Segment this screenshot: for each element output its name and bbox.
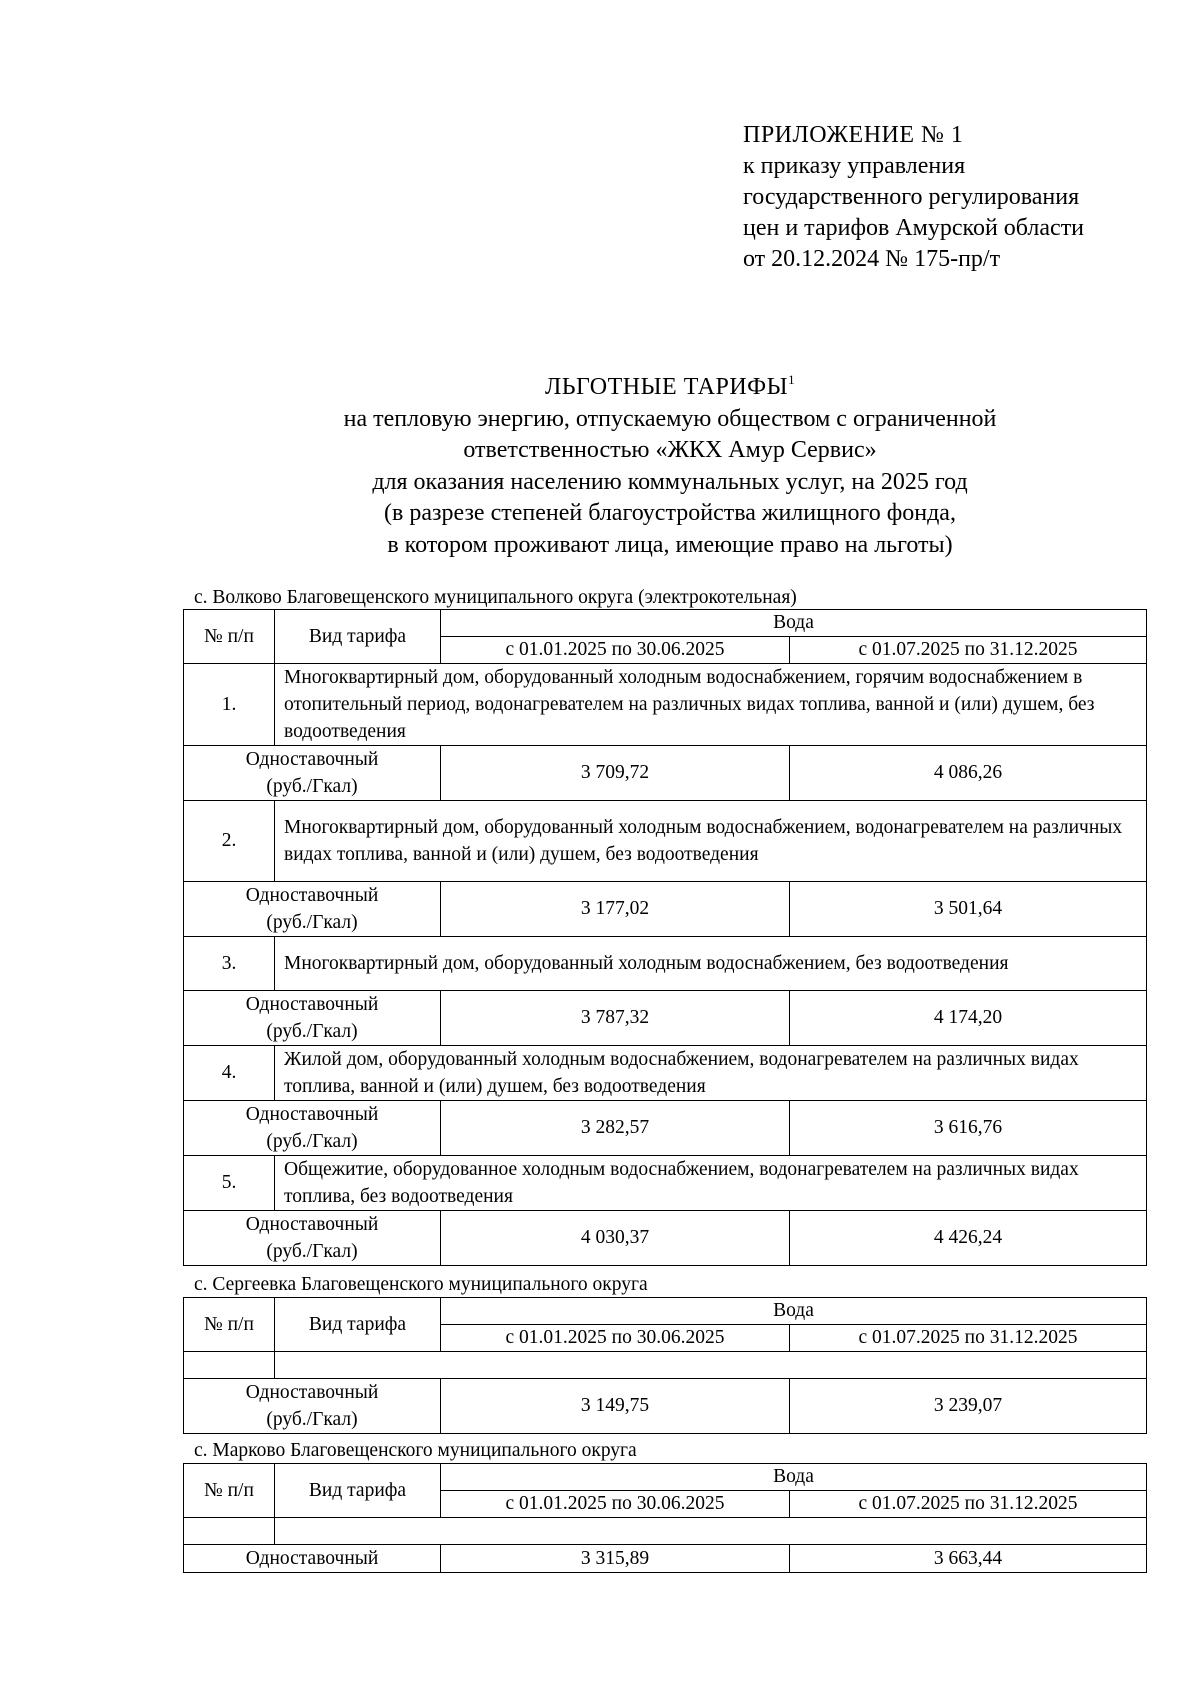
- header-period-1: с 01.01.2025 по 30.06.2025: [441, 637, 790, 664]
- tariff-label: Одноставочный (руб./Гкал): [184, 1379, 441, 1434]
- row-number: 4.: [184, 1046, 275, 1101]
- table-row: [184, 1211, 1147, 1266]
- header-kind: Вид тарифа: [275, 610, 441, 664]
- appendix-header: [743, 120, 1084, 275]
- tariff-value-period-2: 4 426,24: [790, 1211, 1147, 1266]
- tariff-value-period-1: 3 709,72: [441, 746, 790, 801]
- title-line: для оказания населению коммунальных услуг, на 2025 год: [372, 468, 968, 495]
- table-row: [184, 746, 1147, 801]
- tariff-value-period-1: 3 149,75: [441, 1379, 790, 1434]
- row-number: 5.: [184, 1156, 275, 1211]
- table-row-empty: [184, 1352, 1147, 1379]
- header-period-1: с 01.01.2025 по 30.06.2025: [441, 1491, 790, 1518]
- header-water: Вода: [441, 1298, 1147, 1325]
- tariff-value-period-1: 3 787,32: [441, 991, 790, 1046]
- appendix-line: к приказу управления: [743, 153, 966, 179]
- row-number: 1.: [184, 664, 275, 746]
- table-row: [184, 937, 1147, 991]
- tariff-value-period-1: 3 315,89: [441, 1545, 790, 1573]
- table-row: [184, 664, 1147, 746]
- tariff-value-period-2: 3 239,07: [790, 1379, 1147, 1434]
- tariff-table-volkovo: [183, 609, 1147, 1266]
- row-number: 2.: [184, 801, 275, 882]
- tariff-label: Одноставочный (руб./Гкал): [184, 746, 441, 801]
- header-period-1: с 01.01.2025 по 30.06.2025: [441, 1325, 790, 1352]
- tariff-label: Одноставочный (руб./Гкал): [184, 882, 441, 937]
- row-description: Жилой дом, оборудованный холодным водоснабжением, водонагревателем на различных видах топлива, ванной и (или) душем, без водоотведения: [275, 1046, 1147, 1101]
- tariff-value-period-2: 3 663,44: [790, 1545, 1147, 1573]
- tariff-table-markovo: [183, 1463, 1147, 1573]
- appendix-line: цен и тарифов Амурской области: [743, 215, 1085, 241]
- tariff-value-period-2: 4 174,20: [790, 991, 1147, 1046]
- table-row: [184, 882, 1147, 937]
- title-line: (в разрезе степеней благоустройства жилищного фонда,: [384, 500, 956, 526]
- section-location-sergeevka: с. Сергеевка Благовещенского муниципального округа: [194, 1274, 648, 1295]
- table-row: [184, 1379, 1147, 1434]
- table-row: [184, 1101, 1147, 1156]
- tariff-value-period-2: 4 086,26: [790, 746, 1147, 801]
- tariff-value-period-2: 3 616,76: [790, 1101, 1147, 1156]
- table-row: [184, 991, 1147, 1046]
- header-kind: Вид тарифа: [275, 1298, 441, 1352]
- tariff-value-period-1: 3 282,57: [441, 1101, 790, 1156]
- appendix-title: ПРИЛОЖЕНИЕ № 1: [743, 122, 964, 148]
- tariff-label: Одноставочный: [184, 1545, 441, 1573]
- tariff-label: Одноставочный (руб./Гкал): [184, 1101, 441, 1156]
- row-description: Многоквартирный дом, оборудованный холодным водоснабжением, без водоотведения: [275, 937, 1147, 991]
- header-water: Вода: [441, 610, 1147, 637]
- table-row: [184, 1046, 1147, 1101]
- appendix-line: государственного регулирования: [743, 184, 1080, 210]
- table-row: [184, 801, 1147, 882]
- header-period-2: с 01.07.2025 по 31.12.2025: [790, 637, 1147, 664]
- row-description: Многоквартирный дом, оборудованный холодным водоснабжением, водонагревателем на различных видах топлива, ванной и (или) душем, без водоотведения: [275, 801, 1147, 882]
- header-kind: Вид тарифа: [275, 1464, 441, 1518]
- title-line: на тепловую энергию, отпускаемую обществом с ограниченной: [343, 405, 997, 432]
- row-number: 3.: [184, 937, 275, 991]
- tariff-label: Одноставочный (руб./Гкал): [184, 1211, 441, 1266]
- table-row: [184, 1545, 1147, 1573]
- row-description: Многоквартирный дом, оборудованный холодным водоснабжением, горячим водоснабжением в отопительный период, водонагревателем на различных видах топлива, ванной и (или) душем, без водоотведения: [275, 664, 1147, 746]
- header-period-2: с 01.07.2025 по 31.12.2025: [790, 1491, 1147, 1518]
- title-main: ЛЬГОТНЫЕ ТАРИФЫ$^1$: [544, 372, 796, 400]
- header-water: Вода: [441, 1464, 1147, 1491]
- tariff-value-period-1: 4 030,37: [441, 1211, 790, 1266]
- header-num: № п/п: [184, 1464, 275, 1518]
- table-row: [184, 1156, 1147, 1211]
- tariff-value-period-1: 3 177,02: [441, 882, 790, 937]
- tariff-label: Одноставочный (руб./Гкал): [184, 991, 441, 1046]
- footnote-mark: 1: [788, 372, 796, 387]
- header-num: № п/п: [184, 610, 275, 664]
- table-row-empty: [184, 1518, 1147, 1545]
- title-line: ответственностью «ЖКХ Амур Сервис»: [463, 437, 877, 463]
- tariff-value-period-2: 3 501,64: [790, 882, 1147, 937]
- row-description: Общежитие, оборудованное холодным водоснабжением, водонагревателем на различных видах топлива, без водоотведения: [275, 1156, 1147, 1211]
- appendix-date: от 20.12.2024 № 175-пр/т: [743, 246, 1001, 272]
- document-title: [170, 372, 1170, 561]
- title-line: в котором проживают лица, имеющие право на льготы): [387, 531, 953, 558]
- tariff-table-sergeevka: [183, 1297, 1147, 1434]
- section-location-volkovo: с. Волково Благовещенского муниципального округа (электрокотельная): [194, 587, 797, 608]
- header-period-2: с 01.07.2025 по 31.12.2025: [790, 1325, 1147, 1352]
- header-num: № п/п: [184, 1298, 275, 1352]
- section-location-markovo: с. Марково Благовещенского муниципального округа: [194, 1440, 637, 1461]
